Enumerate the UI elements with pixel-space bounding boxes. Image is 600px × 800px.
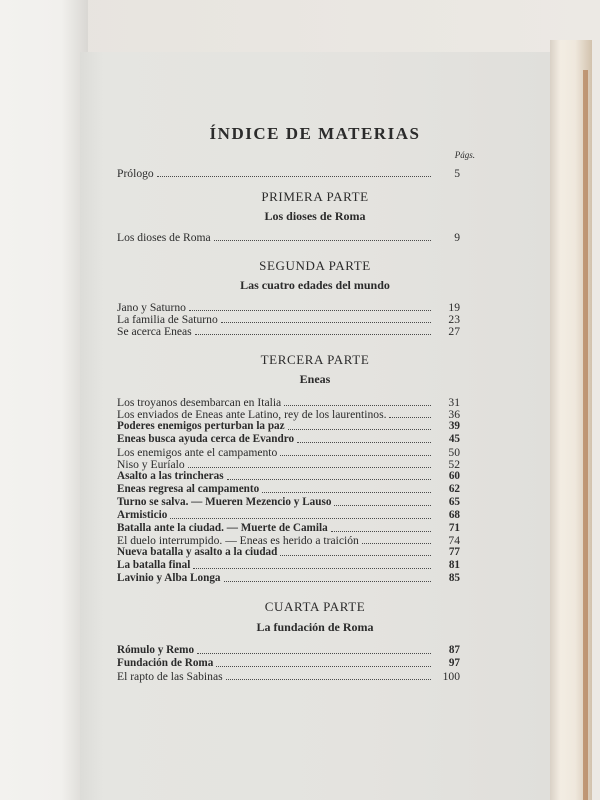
dot-leader [288, 428, 431, 430]
entry-page: 9 [454, 231, 460, 244]
entry-title: Armisticio [117, 509, 168, 521]
entry-title: Asalto a las trincheras [117, 470, 224, 482]
toc-entry[interactable] [117, 433, 460, 446]
entry-page: 50 [448, 446, 460, 459]
toc-entry[interactable] [117, 509, 460, 522]
dot-leader [170, 517, 431, 519]
dot-leader [297, 441, 431, 443]
toc-entry[interactable] [117, 231, 460, 244]
index-page [80, 52, 550, 800]
entry-title: Los enviados de Eneas ante Latino, rey de los laurentinos. [117, 408, 387, 421]
entry-title: Nueva batalla y asalto a la ciudad [117, 546, 278, 558]
entry-title: El duelo interrumpido. — Eneas es herido a traición [117, 534, 359, 547]
toc-entry-prologo[interactable] [117, 167, 460, 180]
left-page [0, 0, 88, 800]
part-heading-3: TERCERA PARTE [260, 352, 370, 367]
dot-leader [389, 416, 431, 418]
entry-page: 36 [448, 408, 460, 421]
dot-leader [189, 309, 431, 311]
part-heading-1: PRIMERA PARTE [261, 189, 369, 204]
entry-page: 71 [448, 522, 460, 534]
entry-title: Lavinio y Alba Longa [117, 572, 221, 584]
toc-entry[interactable] [117, 325, 460, 338]
dot-leader [226, 678, 431, 680]
entry-page: 81 [448, 559, 460, 571]
toc-entry[interactable] [117, 546, 460, 559]
dot-leader [197, 652, 431, 654]
entry-title: Los dioses de Roma [117, 231, 211, 244]
entry-page: 39 [448, 420, 460, 432]
entry-page: 5 [454, 167, 460, 180]
entry-page: 100 [442, 670, 460, 683]
entry-title: Niso y Euríalo [117, 458, 185, 471]
entry-title: Poderes enemigos perturban la paz [117, 420, 285, 432]
entry-page: 52 [448, 458, 460, 471]
dot-leader [227, 478, 431, 480]
entry-title: Jano y Saturno [117, 301, 186, 314]
entry-page: 97 [448, 657, 460, 669]
toc-entry[interactable] [117, 559, 460, 572]
pages-column-header: Págs. [454, 150, 475, 160]
entry-title: Los enemigos ante el campamento [117, 446, 278, 459]
toc-entry[interactable] [117, 644, 460, 657]
toc-entry[interactable] [117, 670, 460, 683]
entry-title: El rapto de las Sabinas [117, 670, 223, 683]
dot-leader [193, 567, 431, 569]
entry-page: 60 [448, 470, 460, 482]
toc-entry[interactable] [117, 657, 460, 670]
part-subtitle-1: Los dioses de Roma [264, 209, 366, 223]
entry-title: Batalla ante la ciudad. — Muerte de Camila [117, 522, 328, 534]
entry-page: 77 [448, 546, 460, 558]
entry-page: 87 [448, 644, 460, 656]
dot-leader [362, 542, 431, 544]
part-subtitle-2: Las cuatro edades del mundo [240, 278, 390, 292]
entry-page: 85 [448, 572, 460, 584]
entry-title: Fundación de Roma [117, 657, 214, 669]
dot-leader [195, 333, 431, 335]
toc-entry[interactable] [117, 572, 460, 585]
dot-leader [284, 404, 431, 406]
toc-entry[interactable] [117, 496, 460, 509]
dot-leader [331, 530, 431, 532]
entry-title: Eneas regresa al campamento [117, 483, 260, 495]
entry-title: Se acerca Eneas [117, 325, 192, 338]
dot-leader [262, 491, 431, 493]
entry-page: 23 [448, 313, 460, 326]
entry-page: 45 [448, 433, 460, 445]
entry-title: Prólogo [117, 167, 154, 180]
entry-page: 65 [448, 496, 460, 508]
entry-title: La batalla final [117, 559, 191, 571]
entry-page: 74 [448, 534, 460, 547]
entry-title: Los troyanos desembarcan en Italia [117, 396, 282, 409]
entry-title: Eneas busca ayuda cerca de Evandro [117, 433, 295, 445]
entry-page: 27 [448, 325, 460, 338]
dot-leader [224, 580, 431, 582]
dot-leader [221, 321, 431, 323]
toc-entry[interactable] [117, 470, 460, 483]
entry-page: 31 [448, 396, 460, 409]
entry-page: 19 [448, 301, 460, 314]
part-heading-2: SEGUNDA PARTE [259, 258, 371, 273]
dot-leader [334, 504, 431, 506]
dot-leader [157, 175, 431, 177]
toc-entry[interactable] [117, 483, 460, 496]
entry-page: 62 [448, 483, 460, 495]
part-heading-4: CUARTA PARTE [264, 599, 366, 614]
part-subtitle-4: La fundación de Roma [256, 620, 374, 634]
entry-title: La familia de Saturno [117, 313, 218, 326]
entry-page: 68 [448, 509, 460, 521]
toc-entry[interactable] [117, 420, 460, 433]
dot-leader [188, 466, 431, 468]
entry-title: Rómulo y Remo [117, 644, 195, 656]
entry-title: Turno se salva. — Mueren Mezencio y Lauso [117, 496, 332, 508]
dot-leader [216, 665, 431, 667]
dot-leader [280, 454, 431, 456]
dot-leader [214, 239, 431, 241]
page-title: ÍNDICE DE MATERIAS [209, 124, 421, 143]
dot-leader [280, 554, 431, 556]
book-edge [550, 40, 592, 800]
part-subtitle-3: Eneas [299, 372, 331, 386]
book-spine [583, 70, 588, 800]
